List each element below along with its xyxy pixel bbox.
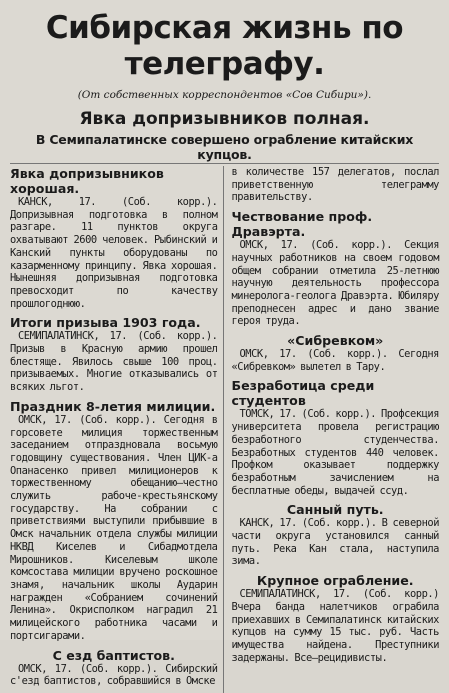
article-title: Безработица среди студентов: [231, 378, 375, 409]
article-body: КАНСК, 17. (Соб. корр.). Допризывная подготовка в полном разгаре. 11 пунктов округа охватывают 2600 человек. Рыбинский и Канский пункты оборудованы по казарменному принципу. Явка хорошая. Нынешняя допризывная подготовка превосходит по качеству прошлогоднюю.: [10, 196, 218, 310]
masthead: Сибирская жизнь по телеграфу.: [45, 10, 404, 82]
article-title: Санный путь.: [286, 502, 384, 518]
article-title: Чествование проф. Дравэрта.: [231, 209, 373, 240]
article-title: Крупное ограбление.: [256, 573, 414, 589]
article: [232, 209, 440, 328]
article-body: КАНСК, 17. (Соб. корр.). В северной части округа установился санный путь. Река Кан стала, наступила зима.: [231, 517, 439, 568]
article-body: СЕМИПАЛАТИНСК, 17. (Соб. корр.). Призыв в Красную армию прошел блестяще. Явилось свыше 100 проц. призываемых. Многие отказывались от всяких льгот.: [10, 330, 218, 394]
article-title: Явка допризывников хорошая.: [10, 166, 164, 196]
article-body: в количестве 157 делегатов, послал приветственную телеграмму правительству.: [231, 166, 439, 204]
article-title: Итоги призыва 1903 года.: [10, 315, 201, 331]
article: [232, 166, 440, 204]
left-column: [10, 166, 224, 693]
article: [10, 166, 218, 310]
right-column: [232, 166, 440, 693]
article: [232, 502, 440, 568]
article: [10, 648, 218, 688]
subheadline: В Семипалатинске совершено ограбление китайских купцов.: [35, 132, 414, 162]
article-title: Праздник 8-летия милиции.: [10, 398, 216, 414]
article: [232, 573, 440, 664]
article-columns: [10, 163, 439, 693]
article: [232, 333, 440, 373]
article: [10, 315, 218, 394]
headline: Явка допризывников полная.: [79, 109, 370, 129]
article-body: ТОМСК, 17. (Соб. корр.). Профсекция университета провела регистрацию безработного студенчества. Безработных студентов 440 человек. Профком оказывает поддержку безработным зачислением на бесплатные обеды, выдачей ссуд.: [231, 408, 439, 497]
article: [232, 378, 440, 497]
article-body: ОМСК, 17. (Соб. корр.). Секция научных работников на своем годовом общем собрании отметила 25-летнюю научную деятельность профессора минеролога-геолога Дравэрта. Юбиляру преподнесен адрес и дано звание героя труда.: [231, 239, 439, 328]
subhead: (От собственных корреспондентов «Сов Сибири»).: [77, 89, 372, 101]
article-body: ОМСК, 17. (Соб. корр.). Сегодня в горсовете милиция торжественным заседанием отпраздновала восьмую годовщину существования. Член ЦИК-а Опанасенко привел милиционеров к торжественному обещанию—честно служить рабоче-крестьянскому государству. На собрании с приветствиями выступили прибывшие в Омск начальник отдела службы милиции НКВД Киселев и Сибадмотдела Мирошников. Киселевым школе комсостава милиции вручено роскошное знамя, начальник школы Аударин награжден «Собранием сочинений Ленина». Окрисполком наградил 21 милицейского работника часами и портсигарами.: [10, 413, 218, 642]
article-body: ОМСК, 17. (Соб. корр.). Сибирский с'езд баптистов, собравшийся в Омске: [10, 662, 218, 688]
article-body: ОМСК, 17. (Соб. корр.). Сегодня «Сибревком» вылетел в Тару.: [231, 348, 439, 373]
article-title: «Сибревком»: [287, 333, 384, 349]
article-body: СЕМИПАЛАТИНСК, 17. (Соб. корр.) Вчера банда налетчиков ограбила приехавших в Семипалатинск китайских купцов на сумму 15 тыс. руб. Часть имущества найдена. Преступники задержаны. Все—рецидивисты.: [231, 588, 439, 664]
article-title: С езд баптистов.: [52, 647, 175, 663]
article: [10, 399, 218, 643]
